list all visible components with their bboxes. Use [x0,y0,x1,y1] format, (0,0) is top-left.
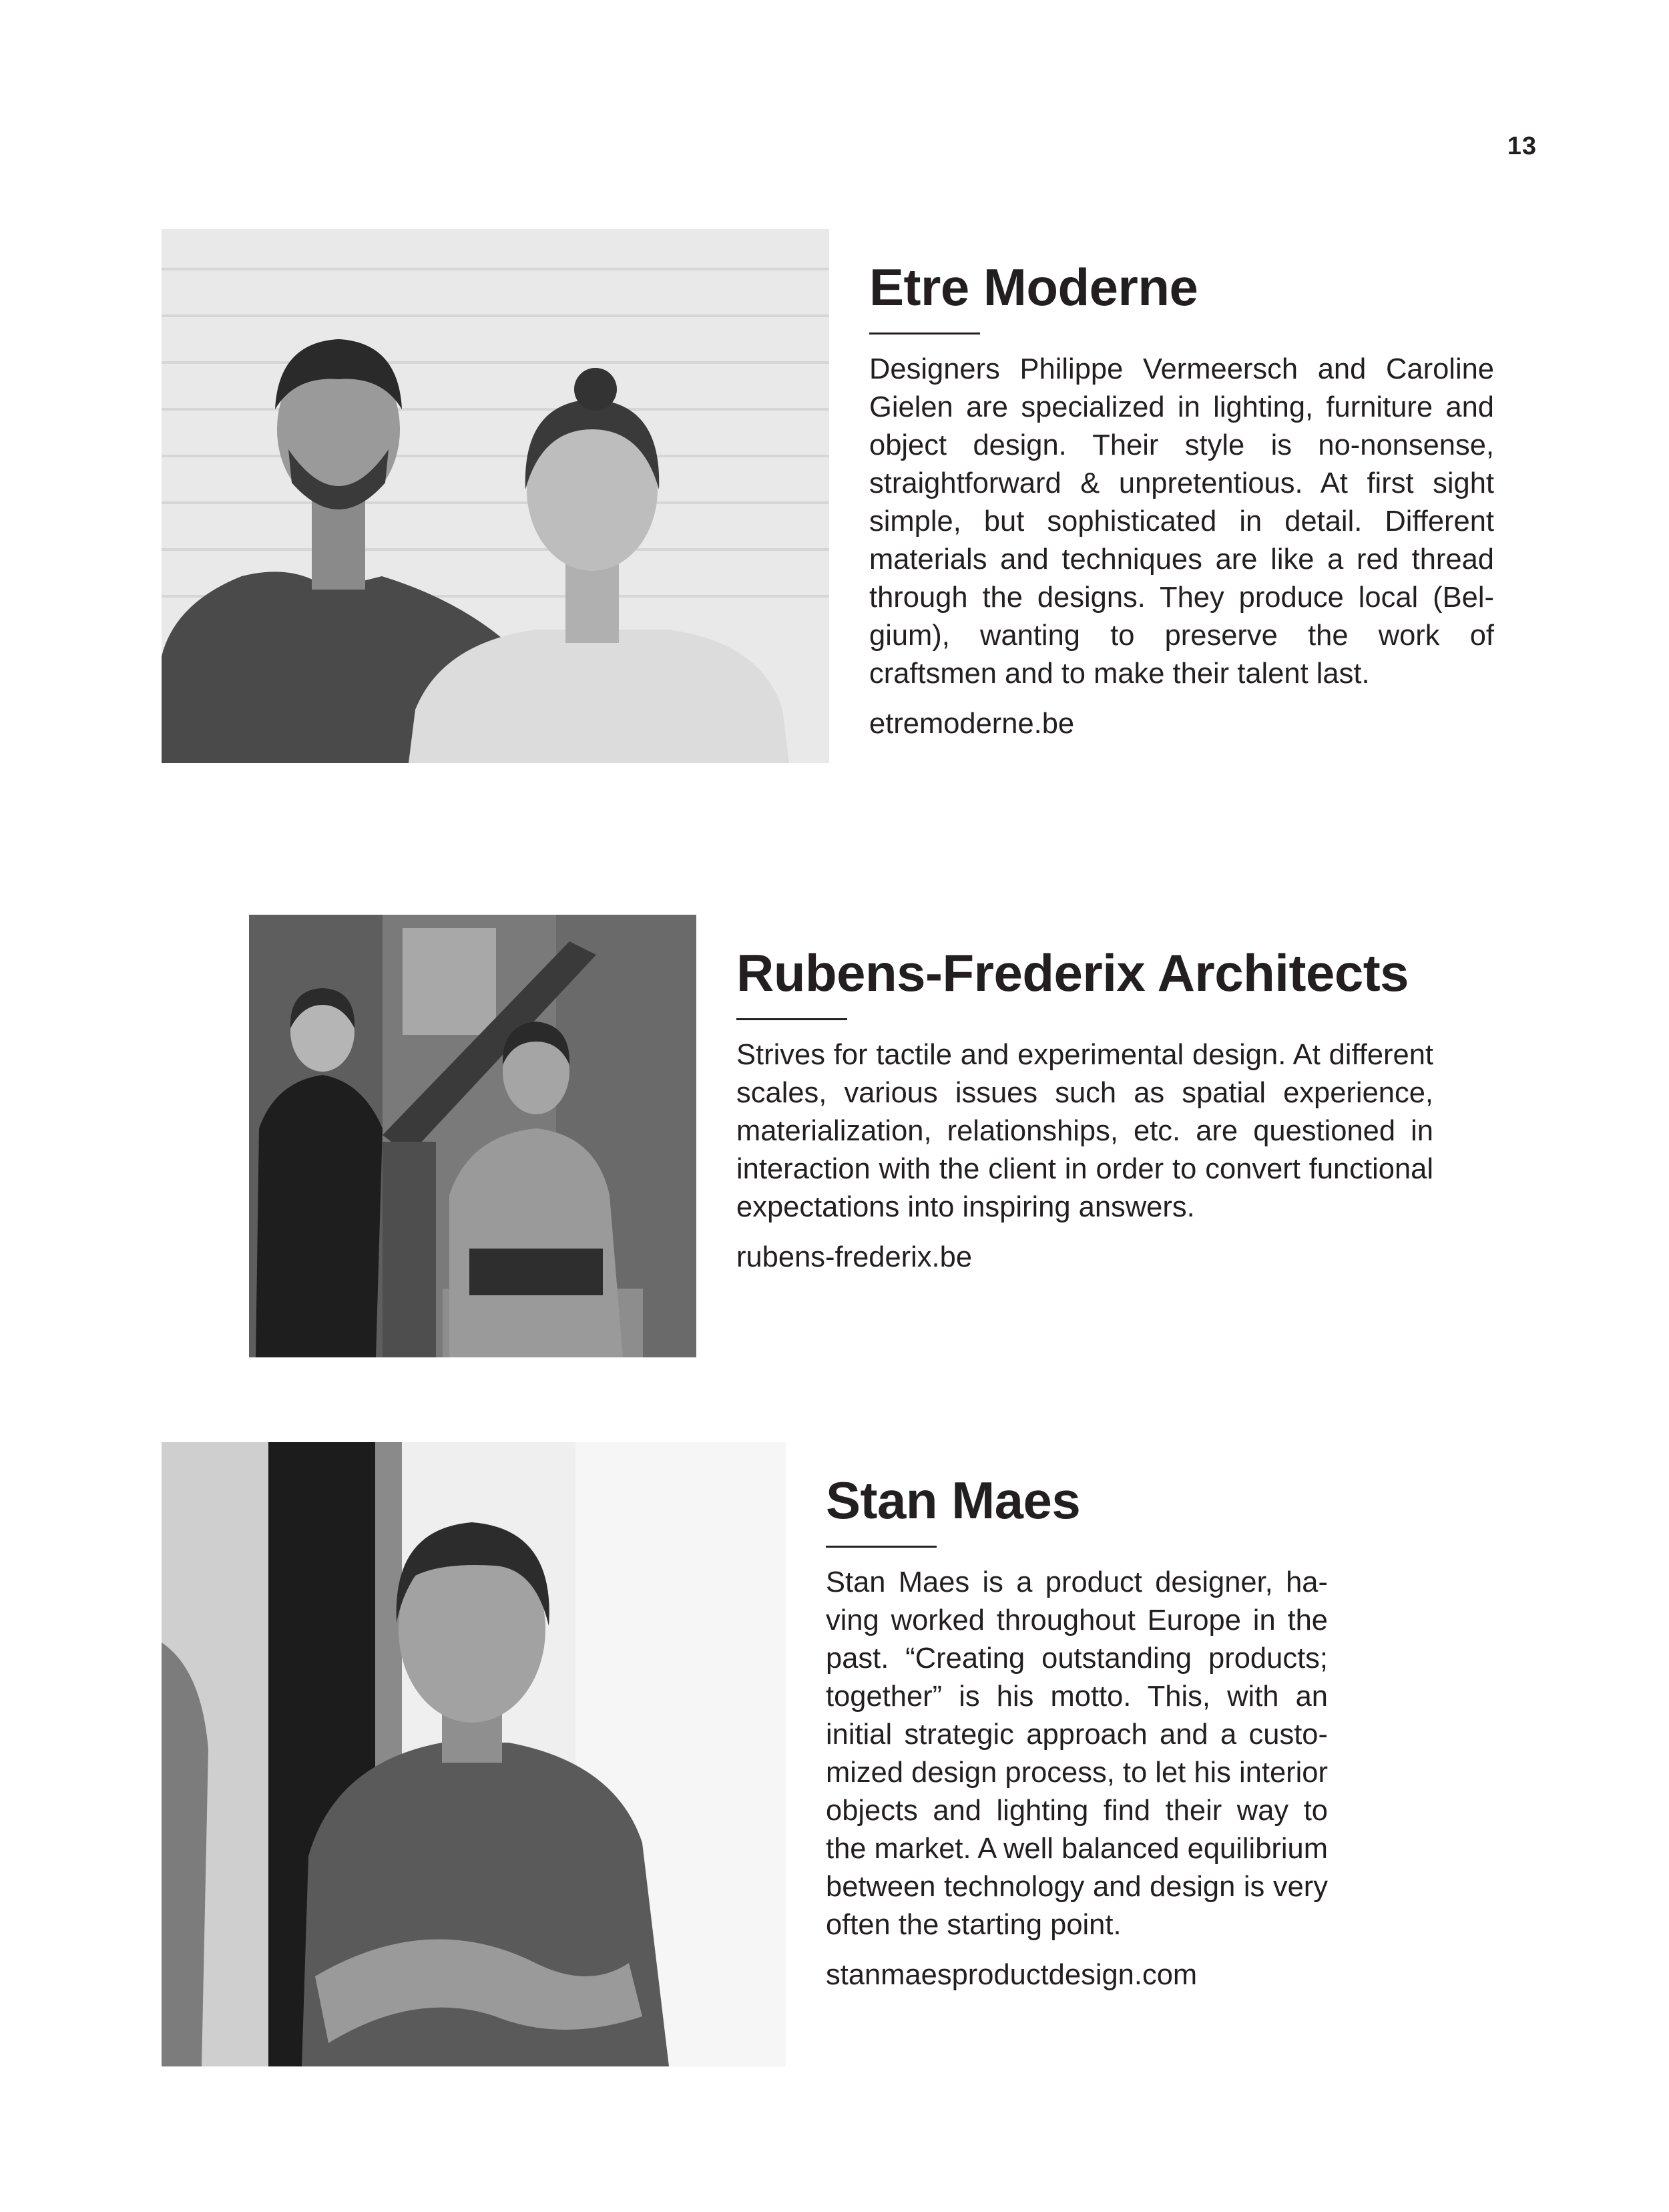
title-divider [736,1018,847,1020]
profile-website-link[interactable]: stanmaesproductdesign.com [826,1958,1198,1991]
title-divider [869,333,980,335]
profile-description: Stan Maes is a product designer, having worked throughout Europe in the past. “Creating outstanding products; together” is his motto. This, with an initial strategic approach and a customized design process, to let his interior objects and lighting find their way to the market. A well balanced equilibrium between technology and design is very often the starting point. [826,1566,1328,1941]
stan-maes-portrait-photo [162,1442,786,2066]
profile-stan-maes [826,1472,1328,1994]
profile-title: Rubens-Frederix Architects [736,943,1409,1002]
title-divider [826,1546,937,1548]
page-number: 13 [1507,132,1537,160]
etre-moderne-portrait-photo [162,229,829,763]
profile-rubens-frederix-architects [736,945,1433,1277]
profile-title: Stan Maes [826,1471,1081,1530]
profile-etre-moderne [869,259,1494,743]
profile-website-link[interactable]: etremoderne.be [869,707,1075,740]
rubens-frederix-portrait-photo [249,915,696,1357]
profile-title: Etre Moderne [869,258,1198,316]
profile-website-link[interactable]: rubens-frederix.be [736,1241,973,1273]
profile-description: Designers Philippe Vermeersch and Caroline Gielen are specialized in lighting, furniture and object design. Their style is no-nonsense, straightforward & unpretentious. At first sight simple, but sophisticated in detail. Different materials and techniques are like a red thread through the designs. They produce local (Belgium), wanting to preserve the work of craftsmen and to make their talent last. [869,353,1494,690]
profile-description: Strives for tactile and experimental design. At different scales, various issues such as spatial experience, materialization, relationships, etc. are questioned in interaction with the client in order to convert functional expectations into inspiring answers. [736,1038,1433,1223]
